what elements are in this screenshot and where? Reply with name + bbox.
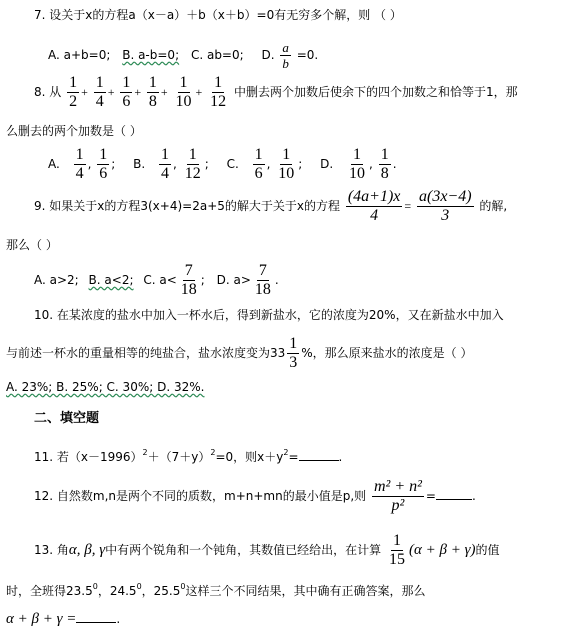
q7-options <box>48 40 318 71</box>
q8-fraction-3: $\frac{1}{6}$ <box>122 74 131 110</box>
q8-option-d: D. $\frac{1}{10}$ , $\frac{1}{8}$ . <box>320 146 397 182</box>
q12-stem: 12. 自然数m,n是两个不同的质数，m+n+mn的最小值是p,则 $\frac{\text{m² + n²}}{\text{p²}}$ = . <box>34 478 476 514</box>
q7-option-c: C. ab=0; <box>190 48 244 62</box>
q8-option-a: A. $\frac{1}{4}$ , $\frac{1}{6}$ ; <box>48 146 116 182</box>
q7-option-d-label: D. <box>261 48 275 62</box>
q9-suffix: 的解, <box>479 199 508 213</box>
q13-angles: α, β, γ <box>68 542 106 558</box>
q13-answer-blank[interactable] <box>76 622 116 623</box>
q8-prefix: 8. 从 <box>34 85 62 99</box>
fraction-numerator: a <box>282 40 289 55</box>
q8-fraction-5: $\frac{1}{10}$ <box>175 74 192 110</box>
q13-line3: α + β + γ = . <box>6 611 121 627</box>
q10-line2: 与前述一杯水的重量相等的纯盐合，盐水浓度变为33 $\frac{1}{3}$ %，那么原来盐水的浓度是（ ） <box>6 335 473 371</box>
q9-right-fraction: $\frac{a(3x-4)}{3}$ <box>419 188 472 224</box>
q7-option-b: B. a-b=0; <box>122 48 180 62</box>
fraction-denominator: b <box>282 56 289 71</box>
q10-options <box>6 378 204 396</box>
q7-stem: 7. 设关于x的方程a（x－a）＋b（x＋b）=0有无穷多个解，则 （ ） <box>34 8 402 22</box>
q12-fraction: $\frac{\text{m² + n²}}{\text{p²}}$ <box>373 478 422 514</box>
q12-answer-blank[interactable] <box>436 499 472 500</box>
q9-option-d: D. a> $\frac{7}{18}$ . <box>216 262 279 298</box>
q9-option-b: B. a<2; <box>88 273 134 287</box>
q11-answer-blank[interactable] <box>299 460 339 461</box>
q8-suffix: 中删去两个加数后使余下的四个加数之和恰等于1，那 <box>233 85 518 99</box>
q8-options <box>48 146 397 183</box>
q8-fraction-2: $\frac{1}{4}$ <box>95 74 104 110</box>
q13-line2: 时，全班得23.5$^0$，24.5$^0$，25.5$^0$这样三个不同结果，其中确有正确答案，那么 <box>6 582 426 598</box>
q9-prefix: 9. 如果关于x的方程3(x+4)=2a+5的解大于关于x的方程 <box>34 199 340 213</box>
q11-stem: 11. 若$(x-1996)^2+(7+y)^2=0$，则$x+y^2=$ . <box>34 448 343 464</box>
q13-fraction: $\frac{1}{15}$ <box>389 532 406 568</box>
q10-fraction: $\frac{1}{3}$ <box>289 335 298 371</box>
q13-line1: 13. 角α, β, γ中有两个锐角和一个钝角，其数值已经给出，在计算 $\frac{1}{15}$ (α + β + γ)的值 <box>34 532 500 568</box>
q9-line2: 那么（ ） <box>6 238 58 252</box>
q10-line1: 10. 在某浓度的盐水中加入一杯水后，得到新盐水，它的浓度为20%，又在新盐水中加入 <box>34 308 504 322</box>
q9-left-fraction: $\frac{(4a+1)x}{4}$ <box>347 188 401 224</box>
q9-stem: 9. 如果关于x的方程3(x+4)=2a+5的解大于关于x的方程 $\frac{(4a+1)x}{4}$ = $\frac{a(3x-4)}{3}$ 的解, <box>34 188 508 224</box>
q7-option-a: A. a+b=0; <box>48 48 111 62</box>
q7-option-d-fraction <box>280 40 291 71</box>
q8-stem: 8. 从 $\frac{1}{2}$ + $\frac{1}{4}$ + $\frac{1}{6}$ + $\frac{1}{8}$ + $\frac{1}{10}$ + $\frac{1}{12}$ 中删去两个加数后使余下的四个加数之和恰等于1，那 <box>34 74 518 110</box>
q8-option-b: B. $\frac{1}{4}$ , $\frac{1}{12}$ ; <box>133 146 209 182</box>
q10-option-list: A. 23%; B. 25%; C. 30%; D. 32%. <box>6 380 205 394</box>
q8-fraction-1: $\frac{1}{2}$ <box>69 74 78 110</box>
q8-fraction-4: $\frac{1}{8}$ <box>148 74 157 110</box>
section-heading: 二、填空题 <box>34 411 100 426</box>
q8-fraction-6: $\frac{1}{12}$ <box>210 74 227 110</box>
q8-option-c: C. $\frac{1}{6}$ , $\frac{1}{10}$ ; <box>226 146 303 182</box>
q9-option-c: C. a< $\frac{7}{18}$ ; <box>143 262 205 298</box>
q7-option-d-suffix: =0. <box>296 48 319 62</box>
q9-options <box>34 262 279 299</box>
q9-option-a: A. a>2; <box>34 273 79 287</box>
q8-line2: 么删去的两个加数是（ ） <box>6 124 142 138</box>
